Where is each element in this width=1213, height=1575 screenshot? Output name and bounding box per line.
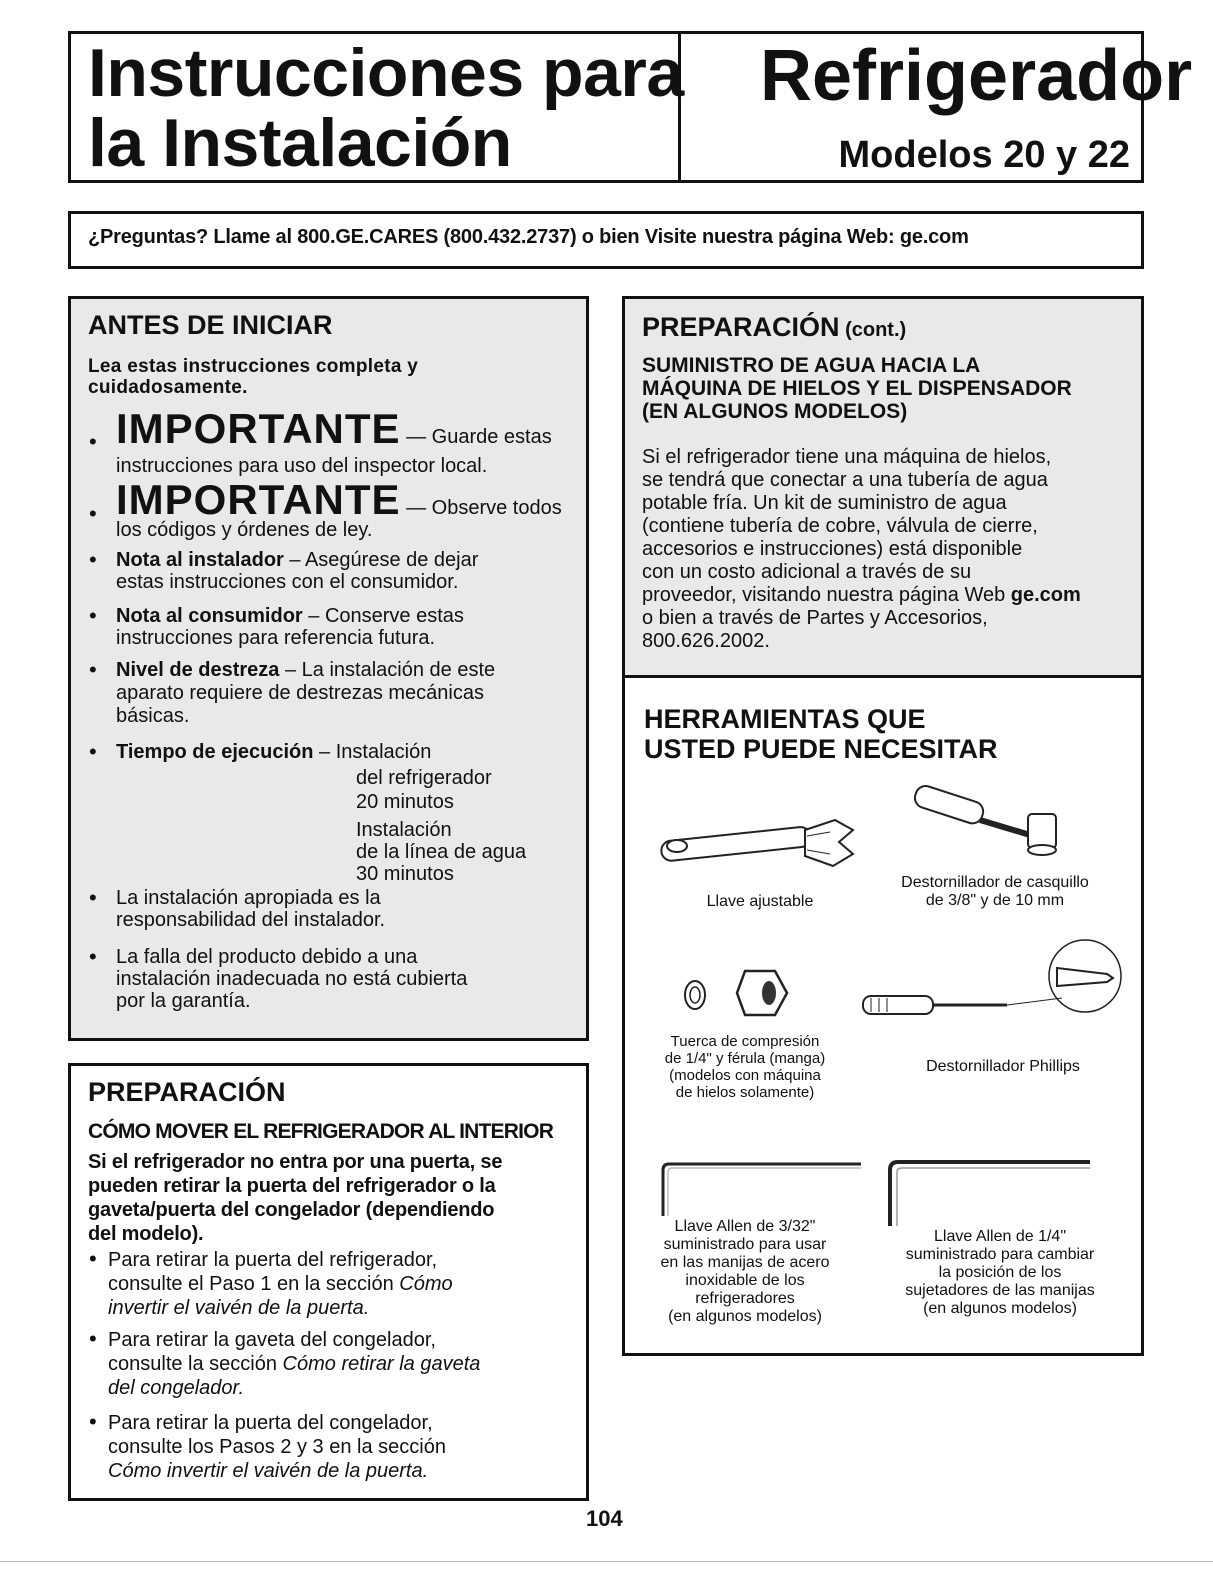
importante-label: IMPORTANTE	[116, 476, 401, 523]
text-line: Para retirar la puerta del congelador,	[108, 1412, 433, 1434]
prepc-body	[642, 446, 1081, 653]
bold-line: gaveta/puerta del congelador (dependiendo	[88, 1199, 495, 1221]
compression-nut-icon	[675, 963, 805, 1023]
caption-line: suministrado para usar	[663, 1236, 827, 1253]
caption-line: Tuerca de compresión	[670, 1033, 820, 1050]
nivel-label: Nivel de destreza	[116, 659, 280, 681]
italic-text: Cómo	[399, 1273, 453, 1295]
text-line: (contiene tubería de cobre, válvula de cierre,	[642, 515, 1038, 537]
caption-line: (modelos con máquina	[669, 1067, 821, 1084]
bottom-rule	[0, 1561, 1213, 1562]
bold-line: pueden retirar la puerta del refrigerador o la	[88, 1175, 496, 1197]
text-line: accesorios e instrucciones) está disponible	[642, 538, 1023, 560]
falla-producto	[116, 946, 467, 1012]
prep-subheading: CÓMO MOVER EL REFRIGERADOR AL INTERIOR	[88, 1120, 554, 1143]
herramientas-section	[622, 675, 1144, 1356]
text-line: La falla del producto debido a una	[116, 946, 418, 968]
prepc-heading-text: PREPARACIÓN	[642, 312, 840, 342]
herr-heading	[644, 704, 998, 764]
title-line-1: Instrucciones para	[88, 35, 684, 111]
adjustable-wrench-icon	[655, 808, 865, 878]
text-line: Para retirar la puerta del refrigerador,	[108, 1249, 438, 1271]
prep-bullet-1	[108, 1248, 453, 1320]
allen-large-caption	[880, 1228, 1120, 1318]
text-line: responsabilidad del instalador.	[116, 909, 386, 931]
caption-line: Llave Allen de 3/32"	[674, 1218, 816, 1235]
preparacion-section	[68, 1063, 589, 1501]
tiempo-label: Tiempo de ejecución	[116, 741, 314, 763]
bullet-icon: •	[89, 1326, 97, 1351]
antes-intro-line: Lea estas instrucciones completa y	[88, 356, 419, 377]
tiempo-line: del refrigerador	[356, 767, 492, 789]
text-line: Si el refrigerador tiene una máquina de hielos,	[642, 446, 1052, 468]
sub-line: (EN ALGUNOS MODELOS)	[642, 400, 908, 423]
caption-line: Llave Allen de 1/4"	[934, 1228, 1066, 1245]
caption-line: en las manijas de acero	[660, 1254, 830, 1271]
web-link-text: ge.com	[1010, 584, 1081, 606]
caption-line: (en algunos modelos)	[923, 1300, 1077, 1317]
nota-line: estas instrucciones con el consumidor.	[116, 571, 459, 593]
caption-line: Destornillador de casquillo	[901, 874, 1089, 891]
antes-heading: ANTES DE INICIAR	[88, 310, 333, 340]
product-title: Refrigerador	[760, 36, 1193, 116]
italic-text: del congelador.	[108, 1377, 245, 1399]
bullet-icon: •	[89, 885, 97, 910]
tiempo-ejecucion	[116, 741, 431, 763]
tiempo-line: Instalación	[356, 819, 452, 841]
text-line: o bien a través de Partes y Accesorios,	[642, 607, 988, 629]
tiempo-line: de la línea de agua	[356, 841, 527, 863]
prep-heading: PREPARACIÓN	[88, 1077, 286, 1107]
caption-line: sujetadores de las manijas	[905, 1282, 1095, 1299]
prep-bullet-2	[108, 1328, 480, 1400]
bullet-icon: •	[89, 603, 97, 628]
text-line: consulte el Paso 1 en la sección	[108, 1273, 400, 1295]
bullet-icon: •	[89, 944, 97, 969]
text-line: instalación inadecuada no está cubierta	[116, 968, 468, 990]
wrench-caption: Llave ajustable	[706, 893, 814, 910]
antes-de-iniciar-section	[68, 296, 589, 1041]
nota-label: Nota al consumidor	[116, 605, 303, 627]
text-line: consulte los Pasos 2 y 3 en la sección	[108, 1436, 446, 1458]
nivel-line: básicas.	[116, 705, 190, 727]
bullet-icon: •	[89, 547, 97, 572]
tiempo-refrigerador	[356, 766, 492, 814]
bullet-icon: •	[89, 429, 97, 454]
allen-small-caption	[625, 1218, 865, 1326]
antes-intro	[88, 356, 418, 398]
antes-intro-line: cuidadosamente.	[88, 377, 248, 398]
bullet-icon: •	[89, 657, 97, 682]
importante-text: — Guarde estas	[400, 426, 552, 448]
tiempo-agua	[356, 819, 526, 885]
prepc-subheading	[642, 354, 1072, 423]
text-line: La instalación apropiada es la	[116, 887, 381, 909]
text-line: Para retirar la gaveta del congelador,	[108, 1329, 436, 1351]
caption-line: de hielos solamente)	[675, 1084, 815, 1101]
italic-text: Cómo invertir el vaivén de la puerta.	[108, 1460, 429, 1482]
text-line: potable fría. Un kit de suministro de agua	[642, 492, 1007, 514]
text-line: proveedor, visitando nuestra página Web	[642, 584, 1011, 606]
page-number: 104	[586, 1506, 623, 1531]
prepc-heading	[642, 311, 906, 346]
bullet-icon: •	[89, 501, 97, 526]
caption-line: suministrado para cambiar	[905, 1246, 1095, 1263]
herr-heading-line: HERRAMIENTAS QUE	[644, 704, 926, 734]
tiempo-line: 20 minutos	[356, 791, 454, 813]
importante-label: IMPORTANTE	[116, 405, 401, 452]
sub-line: MÁQUINA DE HIELOS Y EL DISPENSADOR	[642, 377, 1072, 400]
prepc-heading-cont: (cont.)	[839, 319, 907, 341]
document-title	[88, 35, 684, 181]
caption-line: (en algunos modelos)	[668, 1308, 822, 1325]
phillips-caption: Destornillador Phillips	[926, 1058, 1080, 1075]
nivel-destreza	[116, 659, 495, 728]
caption-line: refrigeradores	[695, 1290, 795, 1307]
caption-line: de 3/8" y de 10 mm	[925, 892, 1065, 909]
importante-item-1	[116, 405, 552, 453]
preparacion-cont-section	[622, 296, 1144, 680]
bullet-icon: •	[89, 1409, 97, 1434]
text-line: por la garantía.	[116, 990, 251, 1012]
nut-caption	[625, 1033, 865, 1101]
importante-item-2	[116, 476, 562, 524]
tiempo-line: 30 minutos	[356, 863, 454, 885]
allen-wrench-small-icon	[655, 1156, 865, 1226]
bullet-icon: •	[89, 739, 97, 764]
bold-line: del modelo).	[88, 1223, 204, 1245]
text-line: consulte la sección	[108, 1353, 283, 1375]
text-line: 800.626.2002.	[642, 630, 770, 652]
caption-line: la posición de los	[938, 1264, 1062, 1281]
socket-caption	[875, 874, 1115, 910]
importante-text: — Observe todos	[400, 497, 562, 519]
instalacion-apropiada	[116, 887, 385, 931]
nivel-text: – La instalación de este	[279, 659, 496, 681]
bold-line: Si el refrigerador no entra por una puerta, se	[88, 1151, 503, 1173]
nota-consumidor	[116, 605, 464, 649]
tiempo-text: – Instalación	[313, 741, 432, 763]
nivel-line: aparato requiere de destrezas mecánicas	[116, 682, 484, 704]
prep-bold-intro	[88, 1150, 502, 1246]
nota-text: – Conserve estas	[302, 605, 464, 627]
nota-label: Nota al instalador	[116, 549, 284, 571]
phillips-screwdriver-icon	[857, 938, 1127, 1038]
title-line-2: la Instalación	[88, 105, 512, 181]
bullet-icon: •	[89, 1246, 97, 1271]
italic-text: invertir el vaivén de la puerta.	[108, 1297, 370, 1319]
sub-line: SUMINISTRO DE AGUA HACIA LA	[642, 354, 981, 377]
socket-screwdriver-icon	[910, 780, 1070, 870]
models-subtitle: Modelos 20 y 22	[838, 134, 1130, 176]
nota-line: instrucciones para referencia futura.	[116, 627, 436, 649]
nota-instalador	[116, 549, 478, 593]
questions-text: ¿Preguntas? Llame al 800.GE.CARES (800.432.2737) o bien Visite nuestra página Web: ge.com	[88, 226, 969, 248]
text-line: con un costo adicional a través de su	[642, 561, 972, 583]
allen-wrench-large-icon	[880, 1154, 1095, 1234]
nota-text: – Asegúrese de dejar	[283, 549, 479, 571]
text-line: se tendrá que conectar a una tubería de agua	[642, 469, 1048, 491]
prep-bullet-3	[108, 1411, 446, 1483]
caption-line: inoxidable de los	[685, 1272, 805, 1289]
italic-text: Cómo retirar la gaveta	[282, 1353, 481, 1375]
importante-line: los códigos y órdenes de ley.	[116, 519, 373, 541]
caption-line: de 1/4" y férula (manga)	[664, 1050, 826, 1067]
importante-line: instrucciones para uso del inspector local.	[116, 455, 488, 477]
herr-heading-line: USTED PUEDE NECESITAR	[644, 734, 998, 764]
